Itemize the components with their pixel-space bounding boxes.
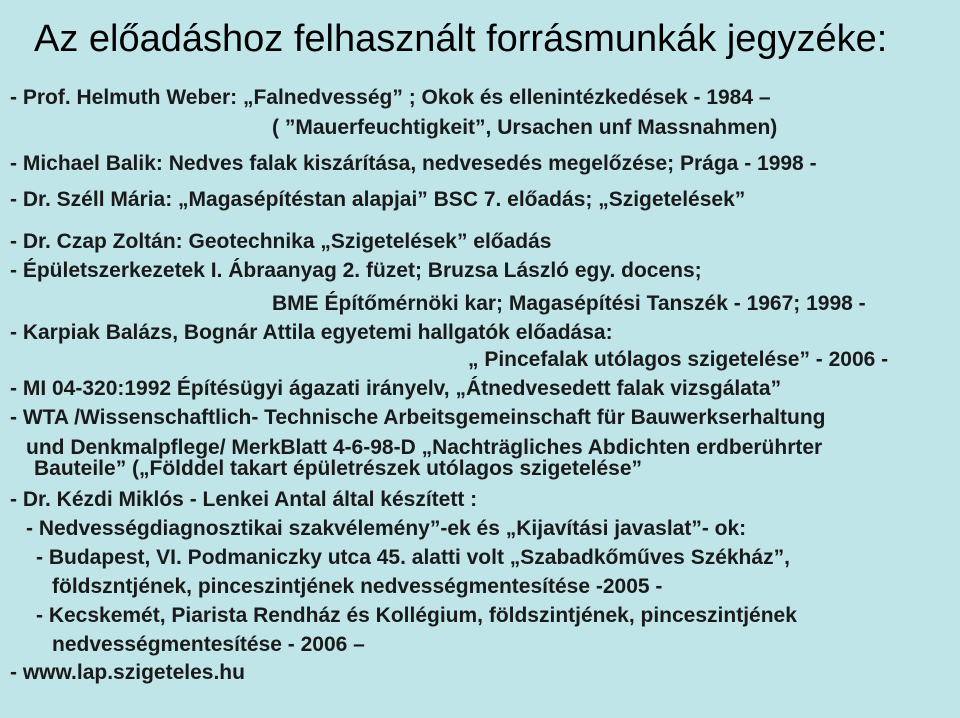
reference-line-kecskemet-cont: nedvességmentesítése - 2006 – [52,633,365,656]
reference-line-szell: - Dr. Széll Mária: „Magasépítéstan alapjai” BSC 7. előadás; „Szigetelések” [10,188,746,211]
reference-line-kecskemet: - Kecskemét, Piarista Rendház és Kollégium, földszintjének, pinceszintjének [36,604,797,627]
reference-line-kezdi: - Dr. Kézdi Miklós - Lenkei Antal által készített : [10,488,478,511]
slide-title: Az előadáshoz felhasznált forrásmunkák jegyzéke: [34,18,888,60]
reference-line-epuletszerkezetek: - Épületszerkezetek I. Ábraanyag 2. füzet; Bruzsa László egy. docens; [10,259,702,282]
reference-line-budapest-cont: földszntjének, pinceszintjének nedvességmentesítése -2005 - [52,575,663,598]
reference-line-balik: - Michael Balik: Nedves falak kiszárítása, nedvesedés megelőzése; Prága - 1998 - [10,152,817,175]
reference-line-weber: - Prof. Helmuth Weber: „Falnedvesség” ; Okok és ellenintézkedések - 1984 – [10,86,771,109]
reference-line-karpiak: - Karpiak Balázs, Bognár Attila egyetemi hallgatók előadása: [10,321,613,344]
reference-line-website: - www.lap.szigeteles.hu [10,661,245,684]
reference-line-wta-merkblatt: und Denkmalpflege/ MerkBlatt 4-6-98-D „Nachträgliches Abdichten erdberührter [26,436,823,459]
reference-line-nedvessegdiagnosztikai: - Nedvességdiagnosztikai szakvélemény”-ek és „Kijavítási javaslat”- ok: [26,517,747,540]
reference-line-budapest: - Budapest, VI. Podmaniczky utca 45. alatti volt „Szabadkőműves Székház”, [36,546,790,569]
reference-line-bme: BME Építőmérnöki kar; Magasépítési Tanszék - 1967; 1998 - [272,292,866,315]
reference-line-pincefalak: „ Pincefalak utólagos szigetelése” - 2006 - [468,348,889,371]
reference-line-weber-german: ( ”Mauerfeuchtigkeit”, Ursachen unf Massnahmen) [272,116,778,139]
reference-line-wta-bauteile: Bauteile” („Földdel takart épületrészek utólagos szigetelése” [34,457,643,480]
reference-line-mi: - MI 04-320:1992 Építésügyi ágazati irányelv, „Átnedvesedett falak vizsgálata” [10,377,782,400]
reference-line-czap: - Dr. Czap Zoltán: Geotechnika „Szigetelések” előadás [10,230,552,253]
reference-line-wta: - WTA /Wissenschaftlich- Technische Arbeitsgemeinschaft für Bauwerkserhaltung [10,406,826,429]
